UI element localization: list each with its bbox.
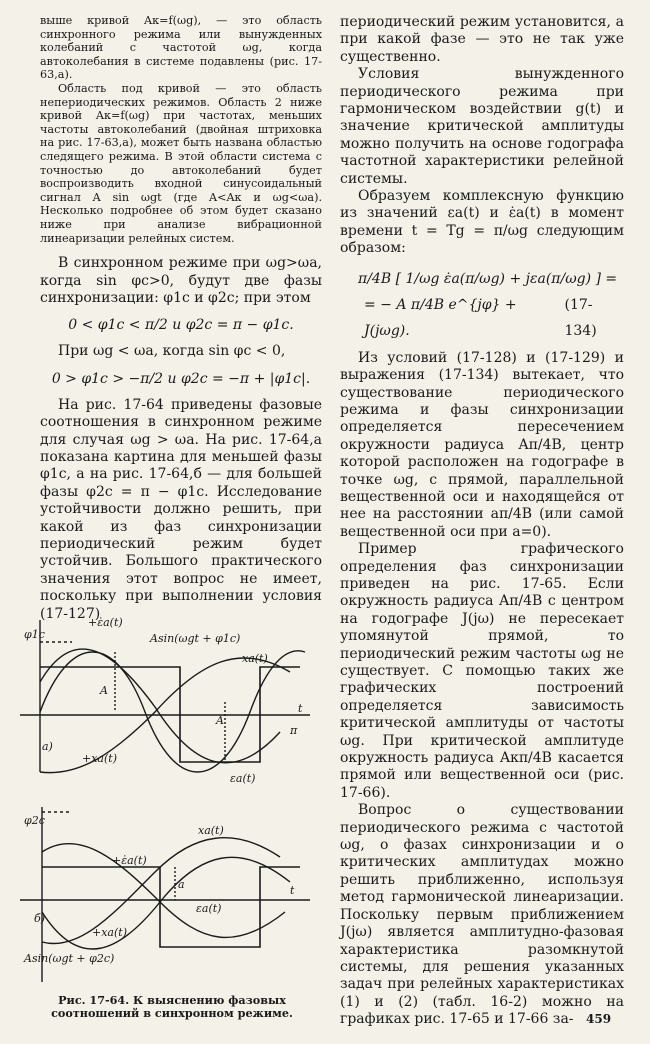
left-paragraph-3: В синхронном режиме при ωg>ωa, когда sin φc>0, будут две фазы синхронизации: φ1c и φ2c; при этом (40, 255, 322, 306)
label-a-small-b: a (178, 878, 185, 891)
figure-17-64 (20, 612, 320, 992)
equation-line-1: π/4B [ 1/ωg ε̇a(π/ωg) + jεa(π/ωg) ] = (358, 270, 618, 287)
label-a: а) (42, 740, 53, 753)
equation-17-134 (340, 266, 624, 344)
label-sine-a: Asin(ωgt + φ1c) (150, 632, 241, 645)
curve-sine-a (40, 651, 305, 772)
label-pi-a: π (290, 724, 298, 737)
right-paragraph-3: Образуем комплексную функцию из значений εa(t) и ε̇a(t) в момент времени t = Tg = π/ωg следующим образом: (340, 188, 624, 257)
label-b: б) (34, 912, 46, 925)
label-A-right-a: A (216, 714, 224, 727)
equation-line-2: = − A π/4B e^{jφ} + J(jωg). (364, 296, 517, 339)
figure-caption: Рис. 17-64. К выяснению фазовых соотношений в синхронном режиме. (51, 993, 293, 1020)
formula-phase-1: 0 < φ1c < π/2 и φ2c = π − φ1c. (68, 317, 294, 334)
right-paragraph-5: Пример графического определения фаз синхронизации приведен на рис. 17-65. Если окружность радиуса Aπ/4B с центром на годографе J(jω) не пересекает упомянутой прямой, то периодический режим частоты ωg не существует. С помощью таких же графических построений определяется зависимость критической амплитуды от частоты ωg. При критической амплитуде окружность радиуса Aкπ/4B касается прямой или вещественной оси (рис. 17-66). (340, 541, 624, 801)
label-eps-a: εa(t) (230, 772, 256, 785)
right-paragraph-1: периодический режим установится, а при какой фазе — это не так уже существенно. (340, 14, 624, 65)
square-wave-b (42, 867, 300, 947)
left-paragraph-2: Область под кривой — это область непериодических режимов. Область 2 ниже кривой Aк=f(ωg) при частотах, меньших частоты автоколебаний (двойная штриховка на рис. 17-63,а), может быть названа областью следящего режима. В этой области система с точностью до автоколебаний будет воспроизводить входной синусоидальный сигнал A sin ωgt (где A<Aк и ωg<ωa). Несколько подробнее об этом будет сказано ниже при анализе вибрационной линеаризации релейных систем. (40, 81, 322, 245)
label-t-a: t (298, 702, 303, 715)
label-xa-b: xa(t) (198, 824, 224, 837)
label-eps-dot-a: +ε̇a(t) (88, 616, 123, 629)
left-paragraph-1: выше кривой Aк=f(ωg), — это область синхронного режима или вынужденных колебаний с частотой ωg, когда автоколебания в системе подавлены (рис. 17-63,а). (40, 14, 322, 82)
curve-xa-b (42, 844, 285, 938)
formula-phase-2: 0 > φ1c > −π/2 и φ2c = −π + |φ1c|. (51, 370, 311, 387)
right-paragraph-4: Из условий (17-128) и (17-129) и выражения (17-134) вытекает, что существование периодического режима и фазы синхронизации определяется пересечением окружности радиуса Aπ/4B, центр которой расположен на годографе в точке ωg, с прямой, параллельной вещественной оси и находящейся от нее на расстоянии aπ/4B (или самой вещественной оси при a=0). (340, 349, 624, 540)
label-phi-a: φ1c (24, 628, 45, 641)
label-xa-plus-a: +xa(t) (82, 752, 117, 765)
equation-number: (17-134) (564, 296, 597, 339)
label-eps-b: εa(t) (196, 902, 222, 915)
label-phi-b: φ2c (24, 814, 45, 827)
left-paragraph-4: При ωg < ωa, когда sin φc < 0, (58, 343, 286, 360)
curve-sine-b (42, 838, 280, 944)
label-xa-a: xa(t) (242, 652, 268, 665)
page-number: 459 (586, 1012, 612, 1026)
label-t-b: t (290, 884, 295, 897)
label-eps-dot-b: +ε̇a(t) (112, 854, 147, 867)
left-paragraph-5: На рис. 17-64 приведены фазовые соотношения в синхронном режиме для случая ωg > ωa. На рис. 17-64,а показана картина для меньшей фазы φ1c, а на рис. 17-64,б — для большей фазы φ2c = π − φ1c. Исследование устойчивости должно решить, при какой из фаз синхронизации периодический режим будет устойчив. Большого практического значения этот вопрос не имеет, поскольку при выполнении условия (17-127) (40, 396, 322, 622)
curve-eps-b (42, 857, 290, 949)
left-column (40, 14, 322, 623)
right-column (340, 14, 624, 1029)
right-paragraph-6: Вопрос о существовании периодического режима с частотой ωg, о фазах синхронизации и о критических амплитудах можно решить приближенно, используя метод гармонической линеаризации. Поскольку первым приближением J(jω) является амплитудно-фазовая характеристика разомкнутой системы, для решения указанных задач при релейных характеристиках (1) и (2) (табл. 16-2) можно на графиках рис. 17-65 и 17-66 за- (340, 802, 624, 1028)
label-sine-b: Asin(ωgt + φ2c) (24, 952, 115, 965)
label-A-left-a: A (100, 684, 108, 697)
right-paragraph-2: Условия вынужденного периодического режима при гармоническом воздействии g(t) и значение критической амплитуды можно получить на основе годографа частотной характеристики релейной системы. (340, 66, 624, 187)
label-xa-plus-b: +xa(t) (92, 926, 127, 939)
